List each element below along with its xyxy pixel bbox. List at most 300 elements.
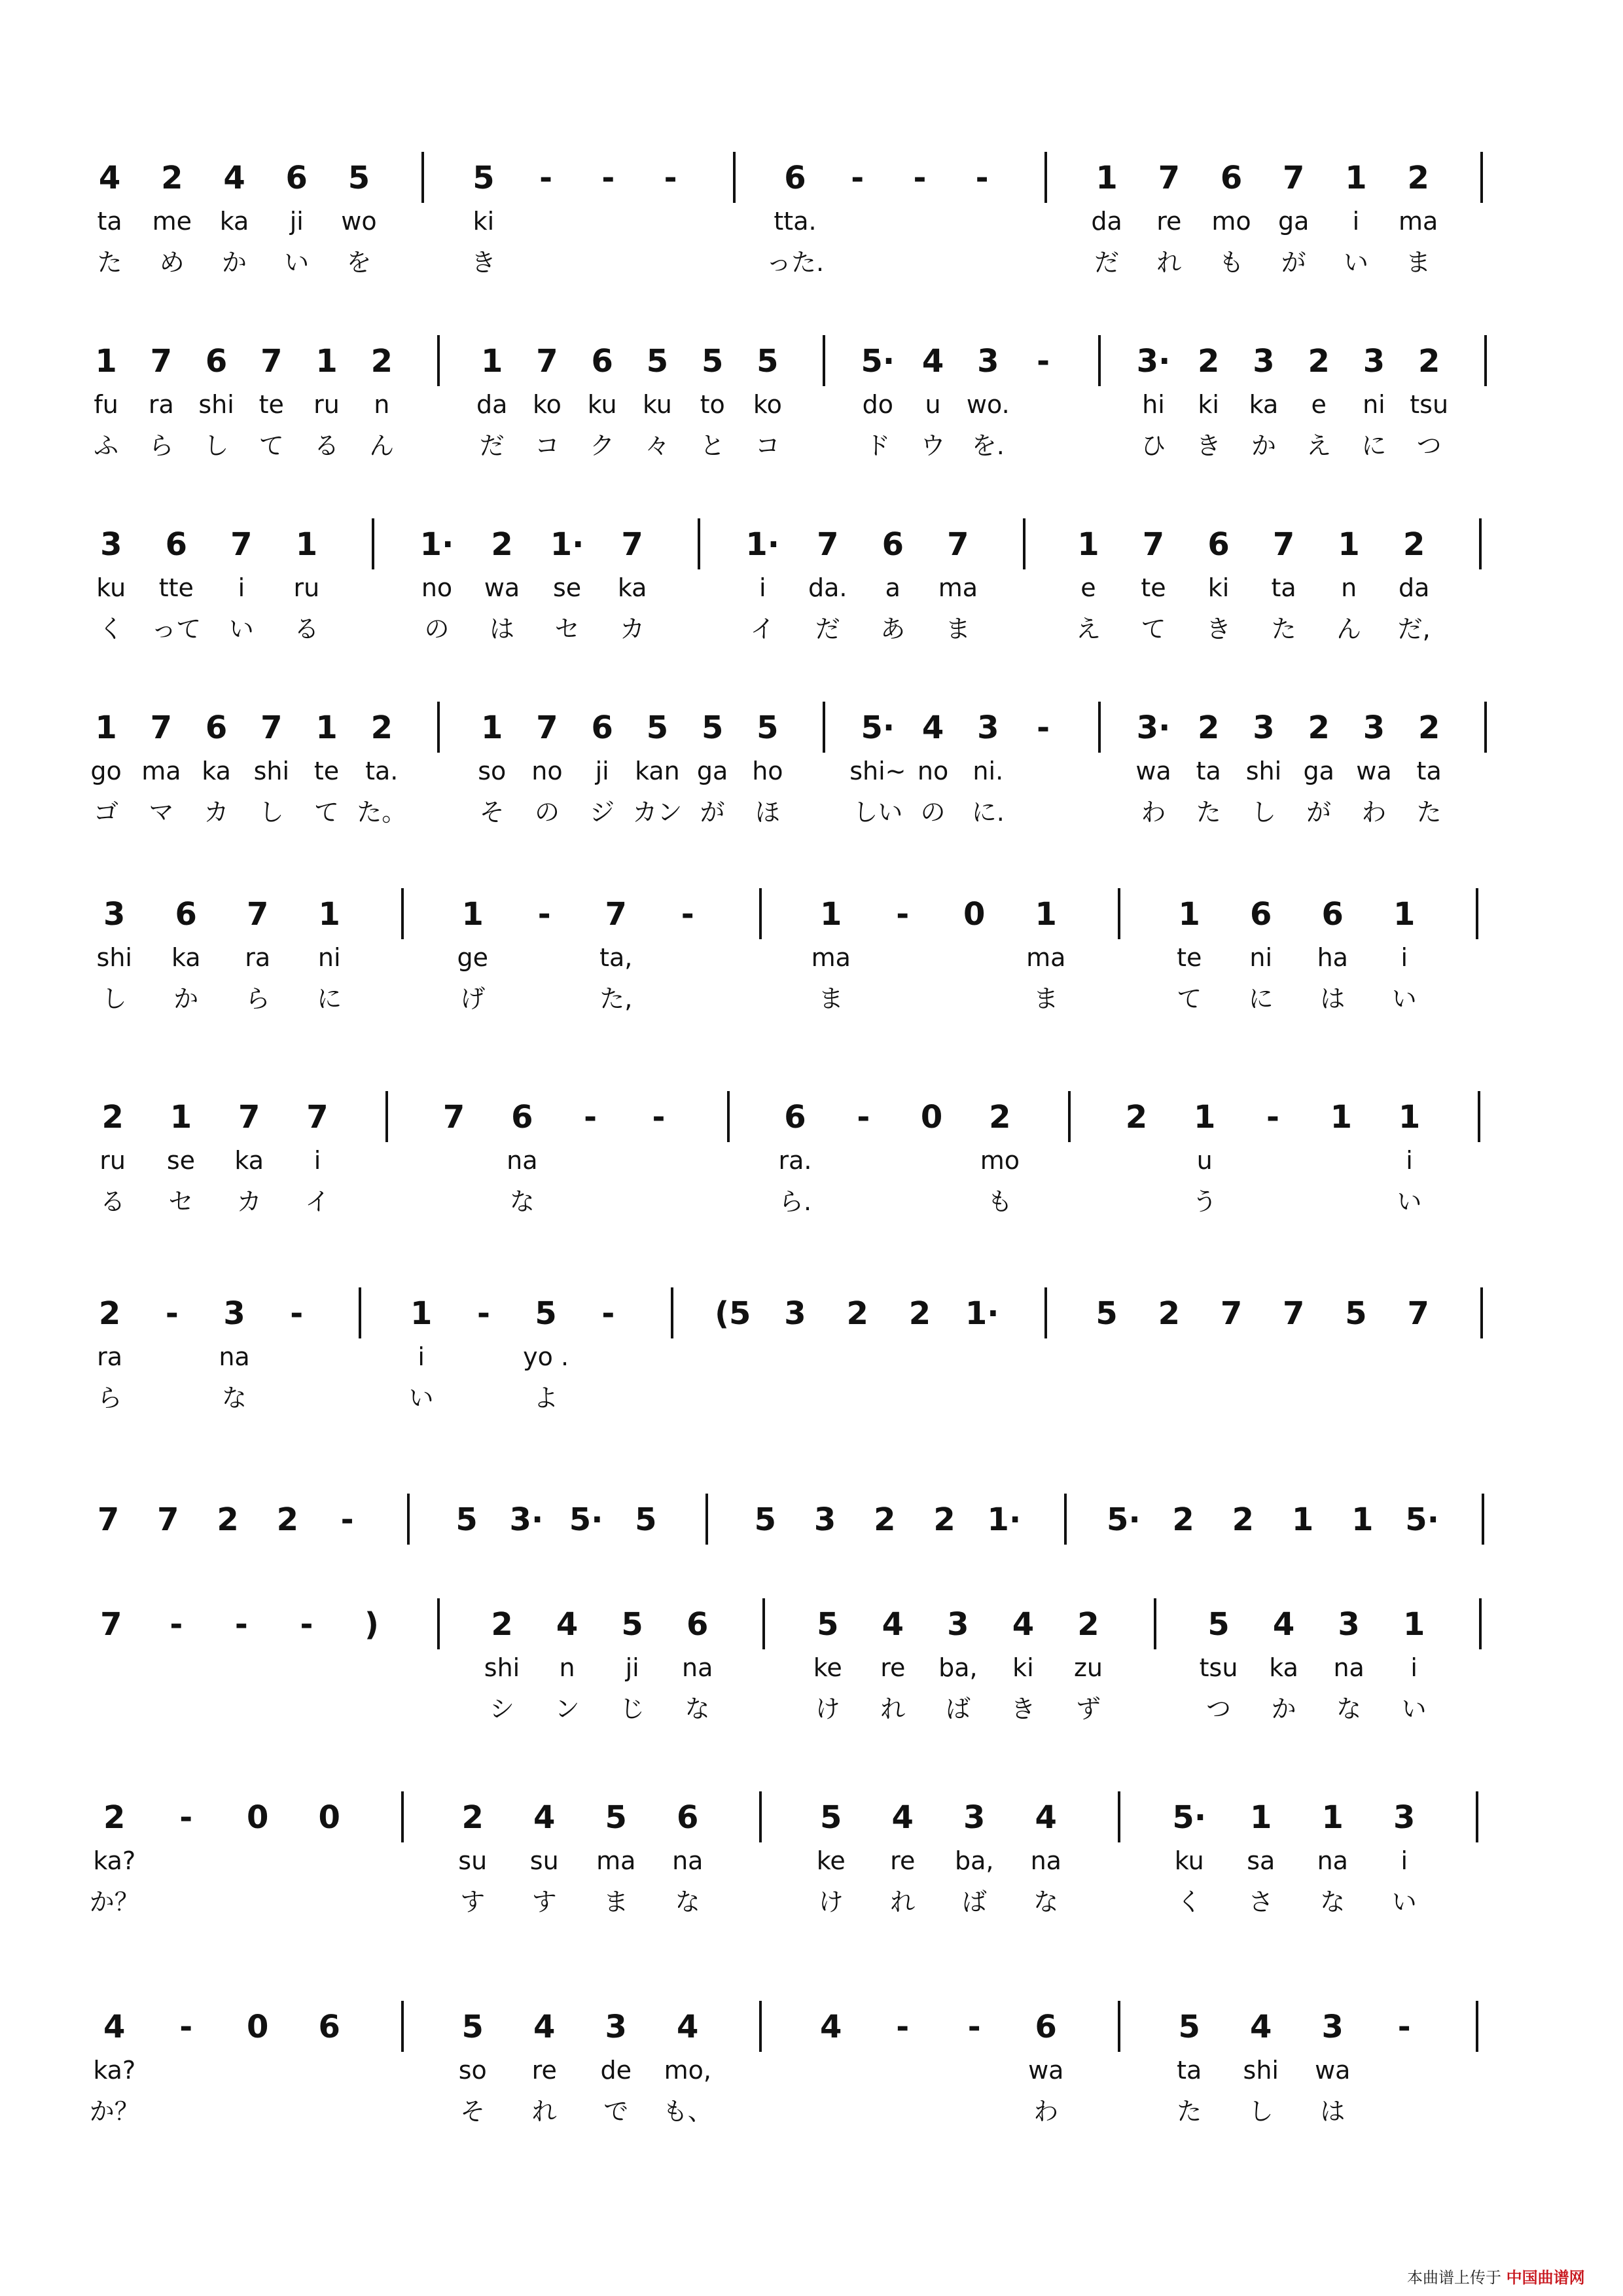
note: 4	[533, 2009, 556, 2045]
lyric-romaji: fu	[94, 390, 118, 419]
lyric-kana: コ	[755, 431, 780, 460]
note: -	[340, 1501, 354, 1538]
note: 7	[621, 526, 643, 563]
lyric-romaji: shi	[253, 757, 290, 785]
note: 7	[605, 896, 627, 933]
note: -	[539, 160, 553, 196]
note: -	[1266, 1099, 1279, 1136]
note: 5	[754, 1501, 777, 1538]
lyric-kana: に	[1248, 984, 1274, 1013]
lyric-romaji: shi	[1243, 2056, 1279, 2085]
note: 5	[646, 709, 669, 746]
lyric-kana: わ	[1033, 2097, 1059, 2126]
lyric-kana: は	[490, 615, 515, 643]
lyric-kana: カ	[620, 615, 645, 643]
note: 6	[784, 160, 806, 196]
lyric-kana: げ	[460, 984, 486, 1013]
lyric-romaji: ka	[234, 1146, 264, 1175]
lyric-romaji: re	[531, 2056, 557, 2085]
lyric-romaji: no	[421, 573, 453, 602]
lyric-romaji: ru	[293, 573, 320, 602]
lyric-romaji: n	[374, 390, 390, 419]
note: 5·	[1172, 1799, 1207, 1836]
lyric-romaji: se	[166, 1146, 196, 1175]
lyric-romaji: e	[1080, 573, 1096, 602]
lyric-kana: な	[222, 1384, 247, 1412]
lyric-kana: い	[1397, 1187, 1422, 1216]
lyric-kana: ば	[945, 1695, 971, 1723]
lyric-kana: つ	[1206, 1695, 1232, 1723]
barline	[698, 518, 700, 569]
lyric-romaji: i	[313, 1146, 321, 1175]
lyric-romaji: mo,	[664, 2056, 711, 2085]
lyric-romaji: da.	[808, 573, 847, 602]
lyric-kana: ウ	[920, 431, 946, 460]
barline	[705, 1494, 708, 1545]
lyric-kana: き	[1010, 1695, 1036, 1723]
lyric-romaji: i	[758, 573, 766, 602]
note: 2	[370, 343, 393, 380]
note: 1·	[987, 1501, 1022, 1538]
note: 1	[1321, 1799, 1344, 1836]
barline	[1044, 1287, 1047, 1338]
lyric-kana: て	[259, 431, 284, 460]
note: 1·	[965, 1295, 999, 1332]
note: 7	[1142, 526, 1165, 563]
note: 6	[175, 896, 197, 933]
lyric-kana: き	[471, 248, 496, 277]
lyric-romaji: ma	[1026, 943, 1066, 972]
note: 7	[1407, 1295, 1429, 1332]
note: 4	[677, 2009, 699, 2045]
lyric-romaji: i	[418, 1342, 425, 1371]
lyric-romaji: wa	[1135, 757, 1171, 785]
lyric-romaji: do	[862, 390, 894, 419]
note: 1	[1402, 1606, 1425, 1643]
note: 6	[1035, 2009, 1057, 2045]
lyric-kana: も	[987, 1187, 1012, 1216]
lyric-kana: か？	[89, 1888, 139, 1916]
note: 6	[511, 1099, 533, 1136]
barline	[1098, 702, 1101, 753]
footer-brand: 中国曲谱网	[1506, 2269, 1585, 2287]
lyric-kana: コ	[534, 431, 560, 460]
barline	[1068, 1091, 1071, 1142]
lyric-kana: の	[424, 615, 450, 643]
lyric-kana: か	[1251, 431, 1276, 460]
note: 4	[882, 1606, 904, 1643]
footer-watermark	[1407, 2265, 1585, 2287]
lyric-romaji: ka	[202, 757, 231, 785]
note: 5	[473, 160, 495, 196]
note: 1	[410, 1295, 433, 1332]
lyric-kana: た	[1271, 615, 1296, 643]
note: 5	[757, 709, 779, 746]
lyric-romaji: na	[219, 1342, 250, 1371]
note: 6	[784, 1099, 806, 1136]
lyric-romaji: ka	[171, 943, 201, 972]
lyric-kana: し	[1251, 798, 1276, 827]
lyric-kana: の	[920, 798, 946, 827]
barline	[733, 152, 736, 203]
lyric-kana: く	[98, 615, 124, 643]
note: -	[601, 1295, 615, 1332]
lyric-kana: だ	[479, 431, 505, 460]
lyric-kana: セ	[168, 1187, 194, 1216]
lyric-kana: し	[101, 984, 127, 1013]
lyric-romaji: ku	[587, 390, 617, 419]
lyric-kana: た	[1416, 798, 1442, 827]
note: 5	[820, 1799, 842, 1836]
note: -	[476, 1295, 490, 1332]
note: 1	[1351, 1501, 1374, 1538]
lyric-kana: ほ	[755, 798, 780, 827]
lyric-kana: で	[603, 2097, 629, 2126]
lyric-romaji: ga	[1278, 207, 1310, 236]
lyric-romaji: ta.	[365, 757, 399, 785]
lyric-romaji: ba,	[955, 1846, 994, 1875]
note: 6	[1207, 526, 1230, 563]
barline	[372, 518, 374, 569]
note: -	[896, 896, 910, 933]
lyric-kana: る	[100, 1187, 126, 1216]
lyric-kana: じ	[620, 1695, 645, 1723]
note: 5	[461, 2009, 484, 2045]
note: 0	[318, 1799, 340, 1836]
lyric-kana: え	[1306, 431, 1332, 460]
lyric-romaji: su	[529, 1846, 559, 1875]
note: 2	[491, 526, 513, 563]
barline	[1154, 1598, 1156, 1649]
lyric-kana: な	[675, 1888, 700, 1916]
note: 5	[1345, 1295, 1367, 1332]
note: 3	[1363, 343, 1385, 380]
note: 7	[817, 526, 839, 563]
barline	[759, 2001, 762, 2052]
lyric-romaji: zu	[1073, 1653, 1103, 1682]
lyric-romaji: re	[1156, 207, 1182, 236]
note: 1	[481, 709, 503, 746]
lyric-kana: は	[1320, 984, 1346, 1013]
note: 1	[1077, 526, 1099, 563]
lyric-romaji: so	[458, 2056, 487, 2085]
lyric-kana: カ	[236, 1187, 262, 1216]
lyric-kana: ず	[1075, 1695, 1101, 1723]
lyric-romaji: wo.	[966, 390, 1010, 419]
note: )	[364, 1606, 379, 1643]
lyric-kana: ら.	[778, 1187, 812, 1216]
lyric-romaji: su	[458, 1846, 488, 1875]
note: 0	[247, 1799, 269, 1836]
note: 1	[1194, 1099, 1216, 1136]
lyric-kana: か	[1271, 1695, 1296, 1723]
note: 7	[947, 526, 969, 563]
lyric-kana: か	[222, 248, 247, 277]
lyric-romaji: te	[259, 390, 284, 419]
lyric-romaji: ki	[1012, 1653, 1034, 1682]
lyric-kana: な	[1336, 1695, 1362, 1723]
lyric-kana: に.	[971, 798, 1005, 827]
lyric-kana: 々	[645, 431, 670, 460]
note: 1	[461, 896, 484, 933]
note: 5·	[569, 1501, 603, 1538]
lyric-kana: ゴ	[94, 798, 119, 827]
lyric-romaji: ka?	[93, 1846, 136, 1875]
lyric-romaji: ki	[1207, 573, 1230, 602]
barline	[671, 1287, 673, 1338]
note: 5	[455, 1501, 478, 1538]
note: 2	[1407, 160, 1429, 196]
lyric-kana: ふ	[94, 431, 119, 460]
note: -	[975, 160, 989, 196]
barline	[437, 702, 440, 753]
lyric-kana: ん	[369, 431, 395, 460]
note: 1	[318, 896, 340, 933]
note: 7	[247, 896, 269, 933]
note: 7	[1220, 1295, 1243, 1332]
note: 2	[103, 1799, 126, 1836]
barline	[421, 152, 424, 203]
lyric-romaji: so	[478, 757, 507, 785]
note: 1	[1338, 526, 1360, 563]
lyric-romaji: ma	[938, 573, 978, 602]
note: 2	[1308, 709, 1330, 746]
note: 4	[103, 2009, 126, 2045]
lyric-romaji: te	[1141, 573, 1166, 602]
lyric-kana: え	[1075, 615, 1101, 643]
lyric-kana: き	[1196, 431, 1221, 460]
lyric-romaji: ma	[141, 757, 181, 785]
lyric-kana: そ	[479, 798, 505, 827]
note: 2	[461, 1799, 484, 1836]
lyric-romaji: i	[1352, 207, 1360, 236]
lyric-romaji: ni	[317, 943, 341, 972]
note: 7	[536, 709, 558, 746]
lyric-romaji: na	[507, 1146, 538, 1175]
lyric-kana: い	[1391, 984, 1417, 1013]
barline	[1480, 152, 1483, 203]
lyric-kana: る	[294, 615, 319, 643]
note: 2	[161, 160, 183, 196]
lyric-kana: ん	[1336, 615, 1362, 643]
lyric-kana: が	[1306, 798, 1332, 827]
lyric-romaji: re	[880, 1653, 906, 1682]
note: -	[896, 2009, 910, 2045]
barline	[823, 335, 825, 386]
note: 5·	[861, 709, 895, 746]
note: -	[179, 2009, 193, 2045]
lyric-kana: ま	[1406, 248, 1431, 277]
note: 2	[98, 1295, 121, 1332]
note: 4	[556, 1606, 579, 1643]
lyric-kana: た	[97, 248, 122, 277]
lyric-romaji: ta	[1416, 757, 1442, 785]
barline	[401, 888, 404, 939]
lyric-kana: な	[509, 1187, 535, 1216]
lyric-romaji: ta	[97, 207, 122, 236]
note: 7	[157, 1501, 179, 1538]
lyric-kana: た。	[357, 798, 407, 827]
lyric-kana: ド	[865, 431, 891, 460]
note: 7	[238, 1099, 260, 1136]
lyric-kana: ひ	[1141, 431, 1166, 460]
note: 3·	[1136, 709, 1171, 746]
lyric-kana: う	[1192, 1187, 1217, 1216]
note: 1	[1291, 1501, 1314, 1538]
lyric-romaji: te	[1177, 943, 1202, 972]
lyric-kana: い	[408, 1384, 434, 1412]
note: 3	[1321, 2009, 1344, 2045]
note: 4	[1012, 1606, 1035, 1643]
lyric-kana: と	[700, 431, 725, 460]
note: 4	[1272, 1606, 1295, 1643]
barline	[1478, 1091, 1480, 1142]
lyric-kana: を	[346, 248, 372, 277]
lyric-romaji: ki	[473, 207, 495, 236]
lyric-romaji: ra	[97, 1342, 123, 1371]
lyric-romaji: i	[1400, 943, 1408, 972]
lyric-kana: い	[228, 615, 254, 643]
note: (5	[715, 1295, 751, 1332]
note: 2	[491, 1606, 513, 1643]
note: 5	[535, 1295, 557, 1332]
lyric-kana: しい	[853, 798, 903, 827]
note: 7	[1283, 160, 1305, 196]
note: -	[851, 160, 865, 196]
note: -	[1037, 343, 1050, 380]
lyric-kana: ま	[945, 615, 971, 643]
lyric-romaji: mo	[980, 1146, 1020, 1175]
barline	[1484, 335, 1487, 386]
barline	[385, 1091, 388, 1142]
lyric-romaji: shi	[1245, 757, 1282, 785]
lyric-kana: れ	[890, 1888, 916, 1916]
lyric-kana: な	[685, 1695, 710, 1723]
lyric-kana: あ	[880, 615, 906, 643]
lyric-romaji: ga	[1303, 757, 1334, 785]
lyric-romaji: wa	[1028, 2056, 1064, 2085]
lyric-romaji: ni.	[972, 757, 1004, 785]
lyric-romaji: na	[1317, 1846, 1348, 1875]
lyric-kana: ら	[245, 984, 270, 1013]
lyric-romaji: sa	[1247, 1846, 1275, 1875]
lyric-romaji: wo	[341, 207, 377, 236]
note: 5	[1178, 2009, 1200, 2045]
lyric-kana: ば	[961, 1888, 987, 1916]
note: 3	[784, 1295, 806, 1332]
lyric-romaji: ba,	[938, 1653, 978, 1682]
lyric-kana: って	[151, 615, 202, 643]
lyric-kana: て	[314, 798, 340, 827]
note: -	[652, 1099, 666, 1136]
lyric-romaji: me	[152, 207, 192, 236]
lyric-romaji: ni	[1249, 943, 1273, 972]
note: 2	[989, 1099, 1011, 1136]
note: 1	[1035, 896, 1057, 933]
lyric-romaji: shi	[484, 1653, 520, 1682]
lyric-romaji: ke	[813, 1653, 842, 1682]
lyric-kana: め	[159, 248, 185, 277]
note: 3	[977, 343, 999, 380]
note: 7	[1272, 526, 1295, 563]
note: 6	[165, 526, 188, 563]
lyric-kana: く	[1177, 1888, 1202, 1916]
note: 3·	[1136, 343, 1171, 380]
lyric-kana: か	[173, 984, 199, 1013]
lyric-kana: に	[317, 984, 342, 1013]
lyric-kana: す	[531, 1888, 557, 1916]
note: 7	[536, 343, 558, 380]
note: -	[584, 1099, 597, 1136]
lyric-romaji: i	[1410, 1653, 1418, 1682]
lyric-romaji: tta.	[774, 207, 817, 236]
lyric-romaji: ra.	[778, 1146, 812, 1175]
note: 2	[1158, 1295, 1180, 1332]
lyric-romaji: i	[1406, 1146, 1413, 1175]
lyric-romaji: shi~	[849, 757, 906, 785]
note: 3	[605, 2009, 627, 2045]
lyric-romaji: ru	[99, 1146, 126, 1175]
barline	[759, 1791, 762, 1842]
lyric-romaji: tsu	[1410, 390, 1449, 419]
lyric-romaji: na	[681, 1653, 713, 1682]
lyric-romaji: ta	[1177, 2056, 1202, 2085]
note: 1	[295, 526, 318, 563]
lyric-romaji: ku	[96, 573, 126, 602]
lyric-kana: し	[259, 798, 284, 827]
lyric-kana: ま	[1033, 984, 1059, 1013]
lyric-romaji: da	[476, 390, 508, 419]
barline	[762, 1598, 765, 1649]
lyric-kana: が	[700, 798, 725, 827]
lyric-kana: だ,	[1397, 615, 1431, 643]
lyric-romaji: to	[700, 390, 725, 419]
lyric-romaji: ku	[1174, 1846, 1204, 1875]
note: 5·	[1107, 1501, 1141, 1538]
note: 4	[223, 160, 245, 196]
lyric-romaji: ka	[617, 573, 647, 602]
note: 6	[285, 160, 308, 196]
lyric-romaji: ji	[625, 1653, 639, 1682]
lyric-romaji: ma	[1399, 207, 1438, 236]
note: 2	[101, 1099, 124, 1136]
note: 0	[963, 896, 986, 933]
lyric-kana: れ	[531, 2097, 557, 2126]
note: 2	[874, 1501, 896, 1538]
barline	[401, 1791, 404, 1842]
lyric-kana: た	[1177, 2097, 1202, 2126]
note: 2	[1402, 526, 1425, 563]
lyric-kana: セ	[554, 615, 580, 643]
lyric-romaji: mo	[1211, 207, 1251, 236]
lyric-romaji: hi	[1142, 390, 1165, 419]
lyric-romaji: ni	[1363, 390, 1385, 419]
note: 5·	[1405, 1501, 1439, 1538]
lyric-romaji: na	[1333, 1653, 1364, 1682]
note: 2	[1308, 343, 1330, 380]
lyric-kana: さ	[1248, 1888, 1274, 1916]
note: 2	[1418, 709, 1440, 746]
lyric-kana: った.	[766, 248, 825, 277]
note: 7	[97, 1501, 120, 1538]
note: 1·	[419, 526, 454, 563]
note: 1	[315, 709, 338, 746]
lyric-kana: イ	[304, 1187, 330, 1216]
lyric-kana: シ	[490, 1695, 515, 1723]
lyric-kana: れ	[880, 1695, 906, 1723]
lyric-romaji: na	[672, 1846, 704, 1875]
lyric-kana: か？	[89, 2097, 139, 2126]
